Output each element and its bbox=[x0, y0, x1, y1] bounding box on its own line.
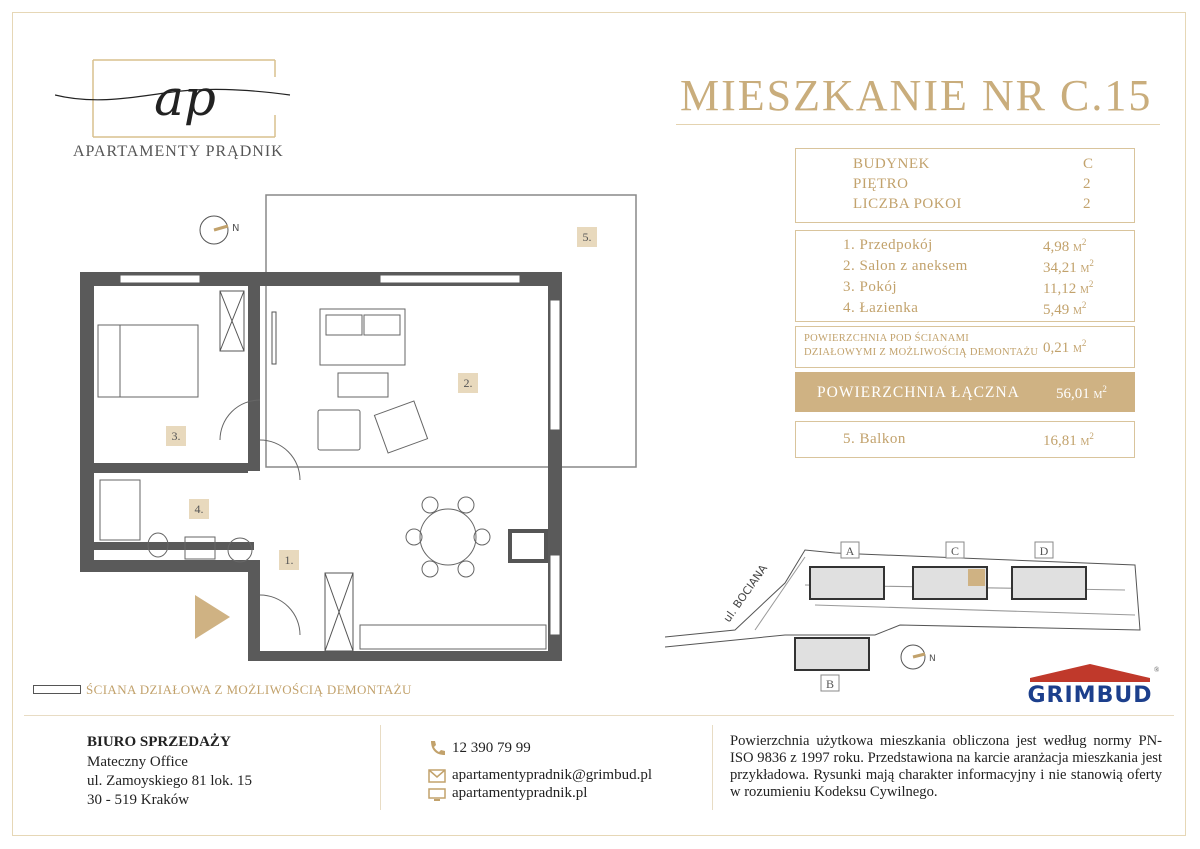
building-label: BUDYNEK bbox=[853, 156, 930, 172]
website-link[interactable]: apartamentypradnik.pl bbox=[452, 785, 588, 801]
floor-plan bbox=[60, 185, 660, 675]
title-divider bbox=[676, 124, 1160, 125]
floor-label: PIĘTRO bbox=[853, 176, 909, 192]
floor-value: 2 bbox=[1083, 176, 1091, 192]
room-3-label: 3. Pokój bbox=[843, 279, 898, 295]
balcony-area: 16,81 $M^2$ bbox=[1043, 431, 1094, 449]
brand-logo bbox=[55, 55, 295, 165]
website-icon bbox=[428, 788, 446, 807]
room-label-3: 3. bbox=[166, 426, 186, 446]
room-2-area: 34,21 $M^2$ bbox=[1043, 258, 1094, 276]
street-label: ul. BOCIANA bbox=[720, 562, 771, 625]
svg-text:N: N bbox=[929, 654, 936, 664]
svg-text:D: D bbox=[1039, 544, 1049, 558]
balcony-label: 5. Balkon bbox=[843, 431, 906, 447]
room-2-label: 2. Salon z aneksem bbox=[843, 258, 968, 274]
phone-icon bbox=[428, 740, 446, 761]
footer-separator-2 bbox=[712, 725, 713, 810]
brand-name: APARTAMENTY PRĄDNIK bbox=[73, 143, 284, 160]
rooms-count-value: 2 bbox=[1083, 196, 1091, 212]
svg-text:B: B bbox=[825, 677, 835, 691]
svg-text:C: C bbox=[950, 544, 960, 558]
developer-name: GRIMBUD bbox=[1027, 683, 1153, 706]
entrance-arrow-icon bbox=[195, 595, 230, 639]
building-b bbox=[795, 638, 869, 691]
total-area-value: 56,01 $M^2$ bbox=[1056, 384, 1107, 402]
walls-area: 0,21 $M^2$ bbox=[1043, 338, 1087, 356]
svg-text:®: ® bbox=[1154, 666, 1160, 674]
highlighted-unit bbox=[968, 569, 985, 586]
rooms-count-label: LICZBA POKOI bbox=[853, 196, 962, 212]
room-label-5: 5. bbox=[577, 227, 597, 247]
svg-text:A: A bbox=[845, 544, 855, 558]
room-label-1: 1. bbox=[279, 550, 299, 570]
compass-icon bbox=[200, 216, 239, 244]
total-area-bar bbox=[795, 372, 1135, 412]
footer-separator-1 bbox=[380, 725, 381, 810]
site-compass-icon bbox=[901, 645, 936, 669]
legend-label: ŚCIANA DZIAŁOWA Z MOŻLIWOŚCIĄ DEMONTAŻU bbox=[86, 682, 412, 697]
room-label-4: 4. bbox=[189, 499, 209, 519]
rooms-box bbox=[795, 230, 1135, 322]
email-link[interactable]: apartamentypradnik@grimbud.pl bbox=[452, 767, 653, 783]
room-1-area: 4,98 $M^2$ bbox=[1043, 237, 1087, 255]
footer-divider bbox=[24, 715, 1174, 716]
building-d bbox=[1012, 542, 1086, 599]
developer-logo bbox=[1020, 660, 1160, 706]
room-4-label: 4. Łazienka bbox=[843, 300, 919, 316]
email-icon bbox=[428, 769, 446, 788]
total-area-label: POWIERZCHNIA ŁĄCZNA bbox=[817, 384, 1020, 401]
building-value: C bbox=[1083, 156, 1094, 172]
balcony-box bbox=[795, 421, 1135, 458]
office-line-1: Mateczny Office bbox=[87, 754, 188, 770]
info-box bbox=[795, 148, 1135, 223]
walls-box bbox=[795, 326, 1135, 368]
office-heading: BIURO SPRZEDAŻY bbox=[87, 734, 231, 750]
brand-monogram: ap bbox=[154, 69, 216, 127]
legal-notice: Powierzchnia użytkowa mieszkania obliczona jest według normy PN-ISO 9836 z 1997 roku. Przedstawiona na karcie aranżacja mieszkania jest przykładowa. Rysunki mają charakter informacyjny i nie stanowią oferty w rozumieniu Kodeksu Cywilnego. bbox=[730, 733, 1162, 800]
office-line-3: 30 - 519 Kraków bbox=[87, 792, 190, 808]
compass-label: N bbox=[232, 223, 240, 234]
legend-swatch bbox=[33, 685, 81, 694]
phone-link[interactable]: 12 390 79 99 bbox=[452, 740, 531, 756]
page-title: MIESZKANIE NR C.15 bbox=[680, 71, 1153, 120]
room-1-label: 1. Przedpokój bbox=[843, 237, 933, 253]
room-label-2: 2. bbox=[458, 373, 478, 393]
room-3-area: 11,12 $M^2$ bbox=[1043, 279, 1094, 297]
room-4-area: 5,49 $M^2$ bbox=[1043, 300, 1087, 318]
office-line-2: ul. Zamoyskiego 81 lok. 15 bbox=[87, 773, 252, 789]
building-a bbox=[810, 542, 884, 599]
walls-label: POWIERZCHNIA POD ŚCIANAMI DZIAŁOWYMI Z MOŻLIWOŚCIĄ DEMONTAŻU bbox=[804, 333, 1039, 358]
building-c bbox=[913, 542, 987, 599]
